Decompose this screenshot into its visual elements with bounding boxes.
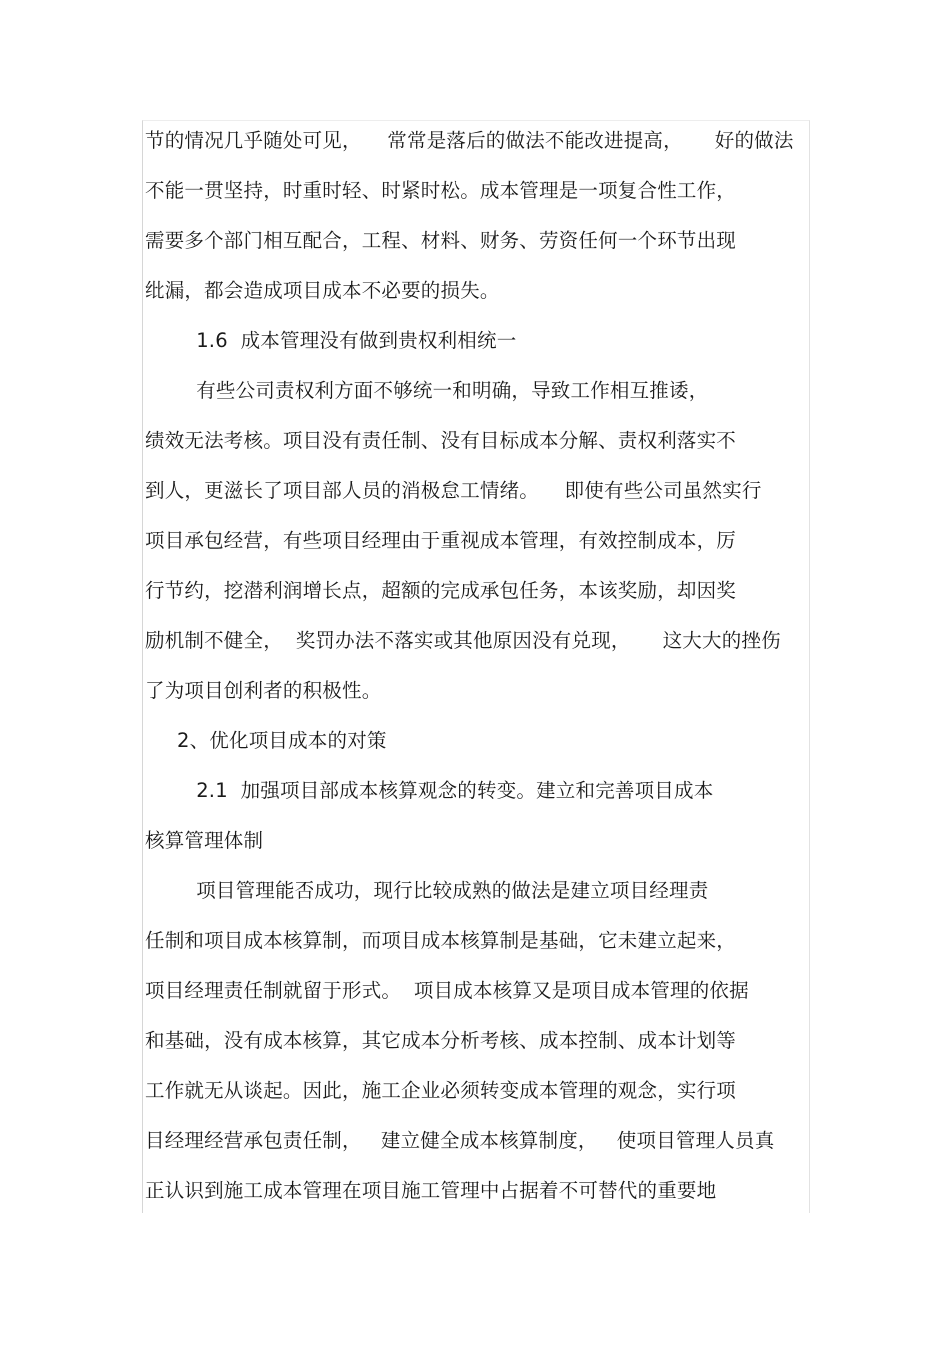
- text-line: 不能一贯坚持，时重时轻、时紧时松。成本管理是一项复合性工作，: [145, 179, 737, 202]
- text-line: 工作就无从谈起。因此，施工企业必须转变成本管理的观念，实行项: [145, 1079, 737, 1102]
- text-line: 核算管理体制: [145, 829, 264, 852]
- text-line: 项目管理能否成功，现行比较成熟的做法是建立项目经理责: [145, 879, 709, 902]
- text-line: 了为项目创利者的积极性。: [145, 679, 382, 702]
- text-line: 项目经理责任制就留于形式。 项目成本核算又是项目成本管理的依据: [145, 979, 749, 1002]
- text-line: 和基础，没有成本核算，其它成本分析考核、成本控制、成本计划等: [145, 1029, 737, 1052]
- text-line: 节的情况几乎随处可见， 常常是落后的做法不能改进提高， 好的做法: [145, 129, 794, 152]
- section-heading: 1.6 成本管理没有做到贵权利相统一: [145, 329, 517, 352]
- text-line: 目经理经营承包责任制， 建立健全成本核算制度， 使项目管理人员真: [145, 1129, 775, 1152]
- text-line: 到人，更滋长了项目部人员的消极怠工情绪。 即使有些公司虽然实行: [145, 479, 762, 502]
- text-line: 有些公司责权利方面不够统一和明确，导致工作相互推诿，: [145, 379, 709, 402]
- text-line: 励机制不健全， 奖罚办法不落实或其他原因没有兑现， 这大大的挫伤: [145, 629, 781, 652]
- section-heading: 2.1 加强项目部成本核算观念的转变。建立和完善项目成本: [145, 779, 714, 802]
- text-line: 行节约，挖潜利润增长点，超额的完成承包任务，本该奖励，却因奖: [145, 579, 737, 602]
- section-heading: 2、优化项目成本的对策: [145, 729, 387, 752]
- text-line: 项目承包经营，有些项目经理由于重视成本管理，有效控制成本，厉: [145, 529, 737, 552]
- text-line: 正认识到施工成本管理在项目施工管理中占据着不可替代的重要地: [145, 1179, 717, 1202]
- text-line: 绩效无法考核。项目没有责任制、没有目标成本分解、责权利落实不: [145, 429, 737, 452]
- text-line: 纰漏，都会造成项目成本不必要的损失。: [145, 279, 500, 302]
- text-line: 任制和项目成本核算制，而项目成本核算制是基础，它未建立起来，: [145, 929, 737, 952]
- text-line: 需要多个部门相互配合，工程、材料、财务、劳资任何一个环节出现: [145, 229, 737, 252]
